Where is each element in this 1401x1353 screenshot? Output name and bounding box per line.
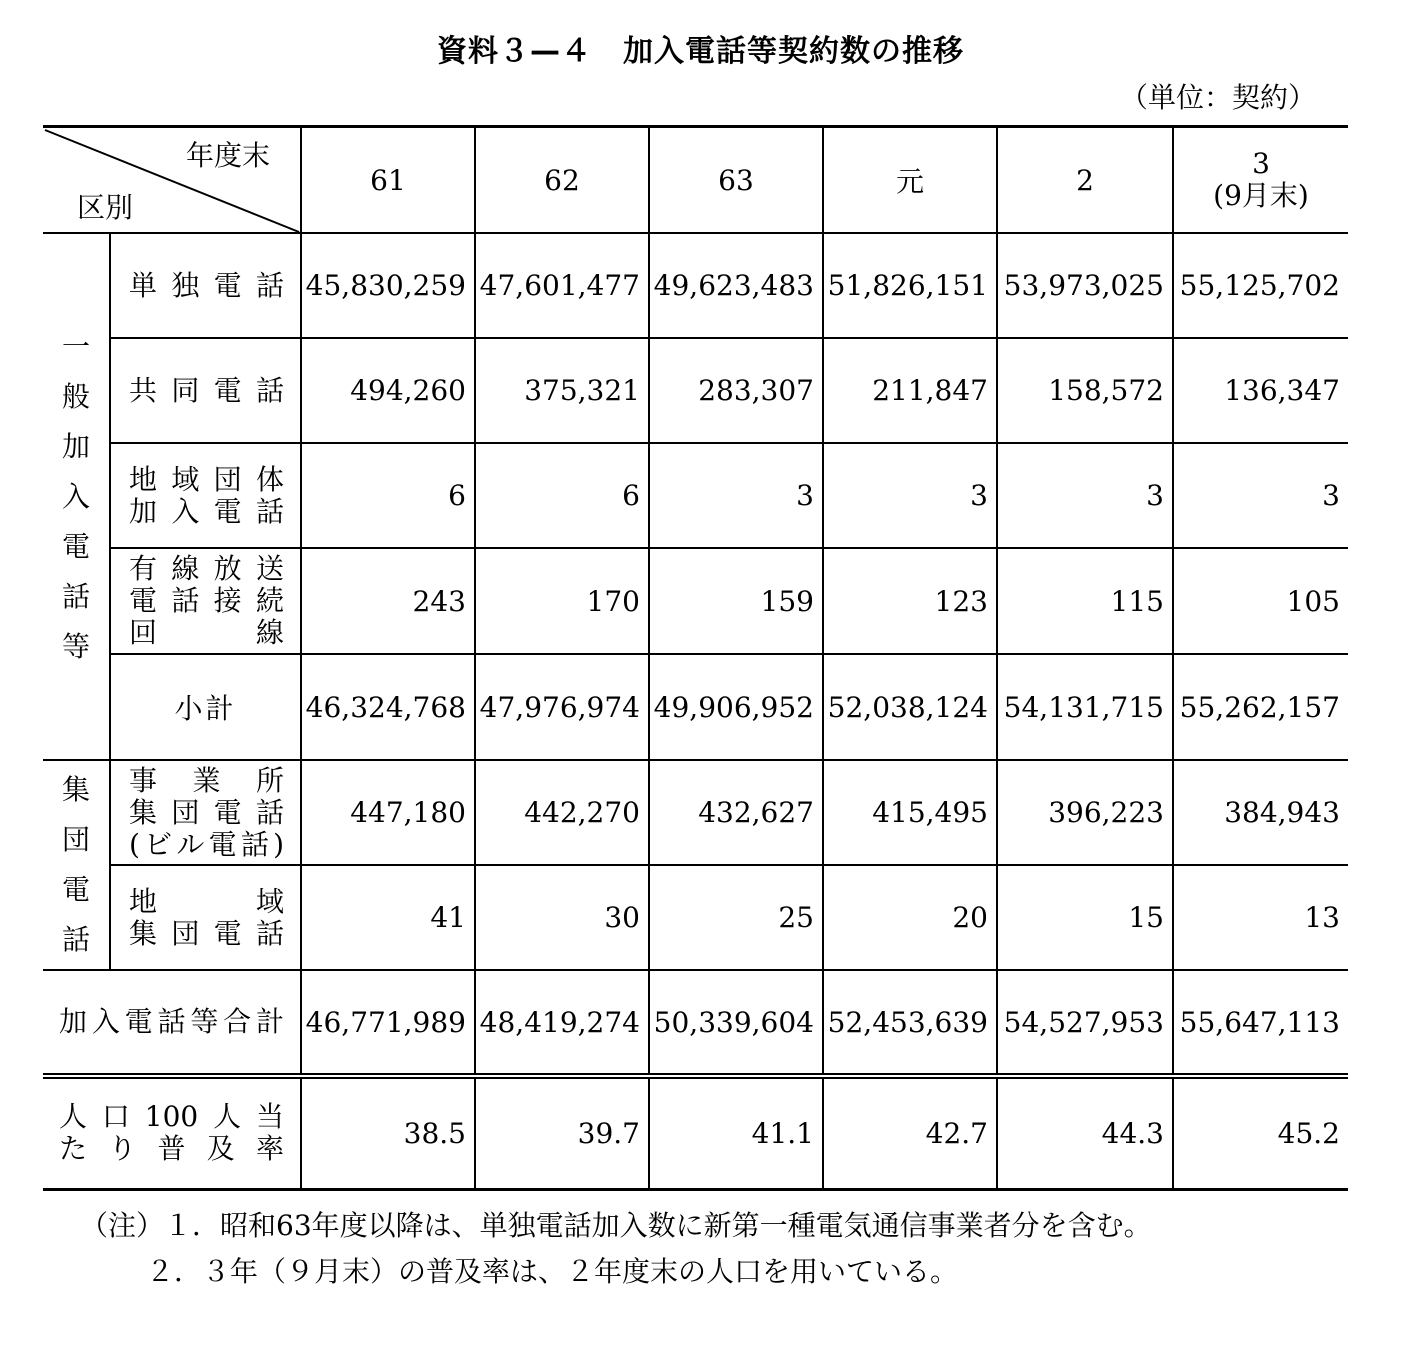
table-cell: 39.7	[475, 1076, 649, 1189]
row-label	[110, 865, 301, 970]
table-cell: 55,647,113	[1173, 970, 1348, 1076]
group-label-char: 集	[61, 773, 90, 806]
table-cell: 25	[649, 865, 823, 970]
table-cell: 432,627	[649, 760, 823, 865]
table-cell: 55,125,702	[1173, 233, 1348, 338]
row-label-line: 回線	[129, 616, 284, 649]
table-cell: 283,307	[649, 338, 823, 443]
table-cell: 115	[997, 548, 1173, 654]
table-cell: 3	[1173, 443, 1348, 548]
table-cell: 494,260	[301, 338, 475, 443]
footnote-2: ２．３年（９月末）の普及率は、２年度末の人口を用いている。	[146, 1255, 959, 1288]
row-label-line: 共同電話	[129, 373, 284, 407]
table-cell: 6	[475, 443, 649, 548]
table-cell: 447,180	[301, 760, 475, 865]
table-cell: 30	[475, 865, 649, 970]
table-row	[43, 654, 1348, 760]
table-cell: 15	[997, 865, 1173, 970]
table-cell: 45,830,259	[301, 233, 475, 338]
footnotes	[80, 1203, 1152, 1295]
table-cell: 123	[823, 548, 997, 654]
row-label-line: 地域団体	[129, 462, 284, 496]
table-cell: 375,321	[475, 338, 649, 443]
table-row	[43, 548, 1348, 654]
row-label-line: 集団電話	[129, 795, 284, 829]
row-label	[43, 970, 301, 1076]
year-header-sub: (9月末)	[1213, 179, 1309, 212]
group-label-char: 話	[61, 579, 90, 613]
table-cell: 396,223	[997, 760, 1173, 865]
year-header: 元	[823, 127, 997, 234]
table-cell: 44.3	[997, 1076, 1173, 1189]
table-cell: 45.2	[1173, 1076, 1348, 1189]
table-cell: 38.5	[301, 1076, 475, 1189]
table-cell: 415,495	[823, 760, 997, 865]
table-cell: 170	[475, 548, 649, 654]
table-cell: 52,453,639	[823, 970, 997, 1076]
table-row	[43, 233, 1348, 338]
row-label	[110, 338, 301, 443]
table-row	[43, 865, 1348, 970]
year-header: 61	[301, 127, 475, 234]
row-label-line: 集団電話	[129, 916, 284, 950]
table-cell: 46,771,989	[301, 970, 475, 1076]
group-label-char: 団	[61, 823, 90, 856]
table-cell: 53,973,025	[997, 233, 1173, 338]
row-label	[110, 233, 301, 338]
year-header: 62	[475, 127, 649, 234]
table-cell: 442,270	[475, 760, 649, 865]
row-label-line: 人口100人当	[59, 1100, 284, 1134]
group-label-char: 一	[61, 329, 90, 363]
year-header-value: 3	[1252, 147, 1270, 180]
table-row-penetration	[43, 1076, 1348, 1189]
row-label-line: 加入電話等合計	[59, 1005, 284, 1038]
table-cell: 51,826,151	[823, 233, 997, 338]
header-row	[43, 127, 1348, 234]
table-cell: 13	[1173, 865, 1348, 970]
table-row	[43, 443, 1348, 548]
row-label-line: 地域	[129, 884, 284, 918]
row-label-line: 事業所	[129, 763, 284, 797]
row-label-line: 単独電話	[129, 268, 284, 302]
row-label	[110, 548, 301, 654]
year-header: 2	[997, 127, 1173, 234]
row-label-line: たり普及率	[59, 1132, 284, 1166]
table-cell: 6	[301, 443, 475, 548]
group-label-char: 電	[61, 529, 90, 563]
row-label-line: 加入電話	[129, 494, 284, 528]
table-cell: 52,038,124	[823, 654, 997, 760]
table-cell: 55,262,157	[1173, 654, 1348, 760]
data-table	[43, 125, 1348, 1191]
table-cell: 136,347	[1173, 338, 1348, 443]
table-row	[43, 760, 1348, 865]
table-cell: 3	[823, 443, 997, 548]
table-cell: 105	[1173, 548, 1348, 654]
group-label-char: 電	[61, 873, 90, 906]
table-cell: 243	[301, 548, 475, 654]
group-label-group-phone	[43, 760, 110, 970]
table-cell: 41.1	[649, 1076, 823, 1189]
row-label-line: 小計	[174, 692, 237, 725]
table-cell: 3	[997, 443, 1173, 548]
group-label-char: 般	[61, 379, 90, 413]
row-label-line: 電話接続	[129, 584, 284, 617]
table-cell: 50,339,604	[649, 970, 823, 1076]
group-label-char: 話	[61, 923, 90, 956]
table-cell: 42.7	[823, 1076, 997, 1189]
group-label-char: 入	[61, 479, 90, 513]
year-header: 63	[649, 127, 823, 234]
corner-category-label: 区別	[77, 191, 134, 224]
table-cell: 54,527,953	[997, 970, 1173, 1076]
group-label-char: 等	[61, 629, 90, 663]
row-label-line: 有線放送	[129, 552, 284, 585]
table-cell: 54,131,715	[997, 654, 1173, 760]
row-label	[110, 760, 301, 865]
group-label-general	[43, 233, 110, 760]
row-label	[110, 443, 301, 548]
table-cell: 48,419,274	[475, 970, 649, 1076]
table-cell: 211,847	[823, 338, 997, 443]
table-cell: 384,943	[1173, 760, 1348, 865]
unit-label: （単位：契約）	[1120, 81, 1317, 114]
group-label-char: 加	[61, 429, 90, 463]
row-label	[110, 654, 301, 760]
table-cell: 158,572	[997, 338, 1173, 443]
table-cell: 49,623,483	[649, 233, 823, 338]
corner-year-label: 年度末	[185, 139, 270, 172]
table-cell: 47,976,974	[475, 654, 649, 760]
table-row-total	[43, 970, 1348, 1076]
row-label	[43, 1076, 301, 1189]
table-cell: 159	[649, 548, 823, 654]
row-label-line: (ビル電話)	[129, 827, 284, 861]
table-row	[43, 338, 1348, 443]
page-title: 資料３—４ 加入電話等契約数の推移	[437, 34, 964, 69]
table-cell: 47,601,477	[475, 233, 649, 338]
table-cell: 20	[823, 865, 997, 970]
table-cell: 41	[301, 865, 475, 970]
year-header-last	[1173, 127, 1348, 234]
footnote-1: （注）１．昭和63年度以降は、単独電話加入数に新第一種電気通信事業者分を含む。	[80, 1209, 1152, 1242]
table-cell: 3	[649, 443, 823, 548]
corner-cell	[43, 127, 301, 234]
table-cell: 49,906,952	[649, 654, 823, 760]
table-cell: 46,324,768	[301, 654, 475, 760]
